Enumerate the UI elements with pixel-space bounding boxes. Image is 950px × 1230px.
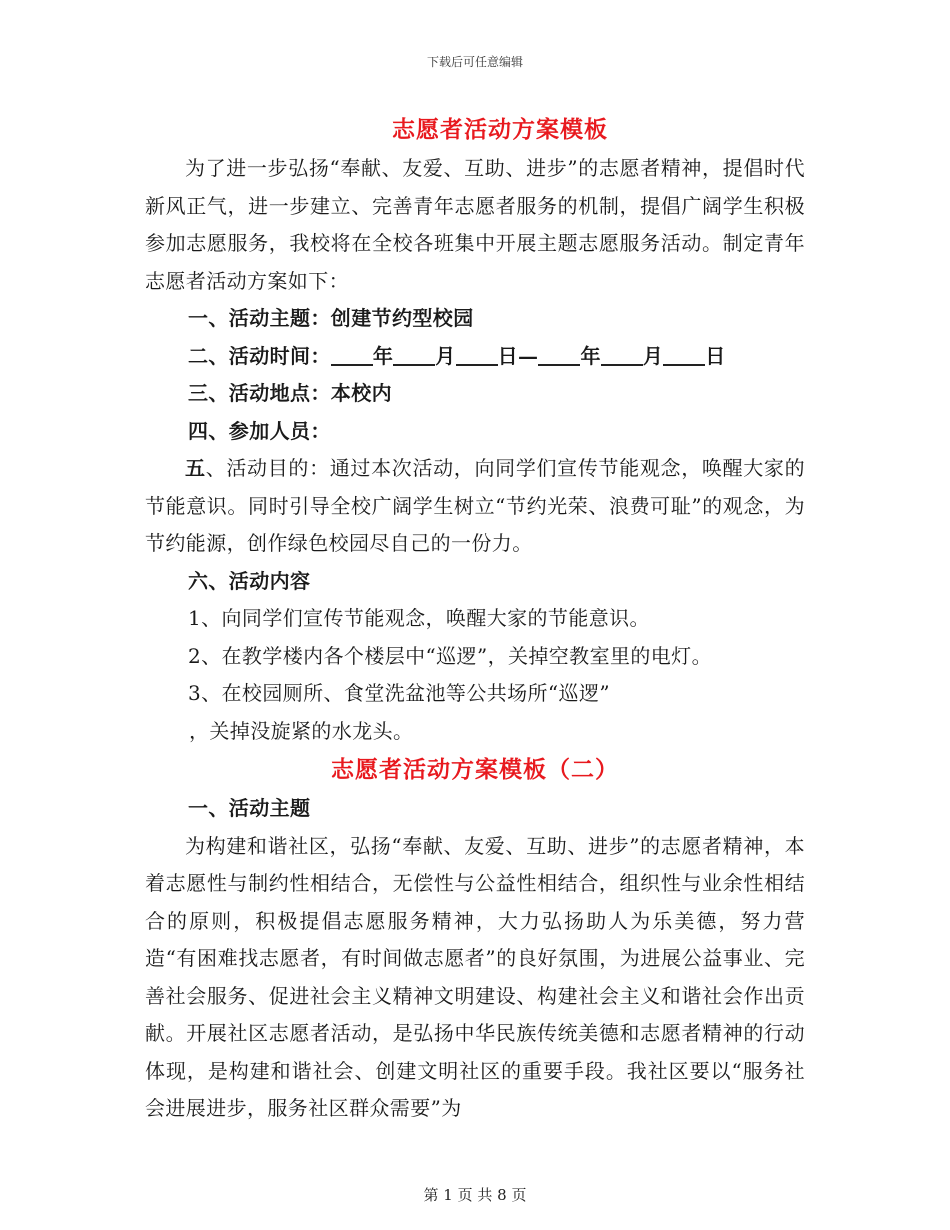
- document-title: 志愿者活动方案模板: [392, 116, 608, 143]
- list-item: 1、向同学们宣传节能观念，唤醒大家的节能意识。: [188, 606, 650, 630]
- activity-time: [145, 338, 805, 376]
- activity-purpose: [145, 450, 805, 563]
- list-item: 3、在校园厕所、食堂洗盆池等公共场所“巡逻”: [188, 681, 610, 705]
- year-label: 年: [580, 343, 601, 368]
- month-label: 月: [642, 343, 664, 368]
- list-item: 2、在教学楼内各个楼层中“巡逻”，关掉空教室里的电灯。: [188, 643, 712, 668]
- blank-line: [663, 342, 705, 366]
- month-label: 月: [435, 343, 456, 368]
- body-paragraph: 为构建和谐社区，弘扬“奉献、友爱、互助、进步”的志愿者精神，本着志愿性与制约性相结合，无偿性与公益性相结合，组织性与业余性相结合的原则，积极提倡志愿服务精神，大力弘扬助人为乐美德，努力营造“有困难找志愿者，有时间做志愿者”的良好氛围，为进展公益事业、完善社会服务、促进社会主义精神文明建设、构建社会主义和谐社会作出贡献。开展社区志愿者活动，是弘扬中华民族传统美德和志愿者精神的行动体现，是构建和谐社会、创建文明社区的重要手段。我社区要以“服务社会进展进步，服务社区群众需要”为: [145, 833, 805, 1120]
- page-footer: 第 1 页 共 8 页: [423, 1186, 527, 1204]
- activity-location: 三、活动地点：本校内: [188, 381, 392, 405]
- list-item-continuation: ，关掉没旋紧的水龙头。: [189, 718, 414, 743]
- purpose-text: 、活动目的：通过本次活动，向同学们宣传节能观念，唤醒大家的节能意识。同时引导全校广阔学生树立“节约光荣、浪费可耻”的观念，为节约能源，创作绿色校园尽自己的一份力。: [145, 456, 805, 555]
- document-title-2: 志愿者活动方案模板（二）: [331, 756, 619, 783]
- intro-paragraph: 为了进一步弘扬“奉献、友爱、互助、进步”的志愿者精神，提倡时代新风正气，进一步建立、完善青年志愿者服务的机制，提倡广阔学生积极参加志愿服务，我校将在全校各班集中开展主题志愿服务活动。制定青年志愿者活动方案如下：: [145, 156, 805, 293]
- document-body: [145, 110, 805, 1128]
- year-label: 年: [372, 343, 394, 368]
- section-heading: 一、活动主题: [188, 796, 311, 820]
- participants: 四、参加人员：: [188, 418, 331, 443]
- blank-line: [538, 342, 580, 366]
- blank-line: [456, 342, 498, 366]
- header-note: 下载后可任意编辑: [426, 55, 523, 69]
- blank-line: [331, 342, 373, 366]
- blank-line: [393, 342, 435, 366]
- day-label: 日: [705, 343, 726, 368]
- activity-time-label: 二、活动时间：: [188, 343, 331, 368]
- activity-content-heading: 六、活动内容: [188, 568, 311, 593]
- activity-theme: 一、活动主题：创建节约型校园: [188, 306, 474, 330]
- day-label: 日—: [497, 343, 539, 368]
- blank-line: [601, 342, 643, 366]
- purpose-number: 五: [185, 456, 206, 480]
